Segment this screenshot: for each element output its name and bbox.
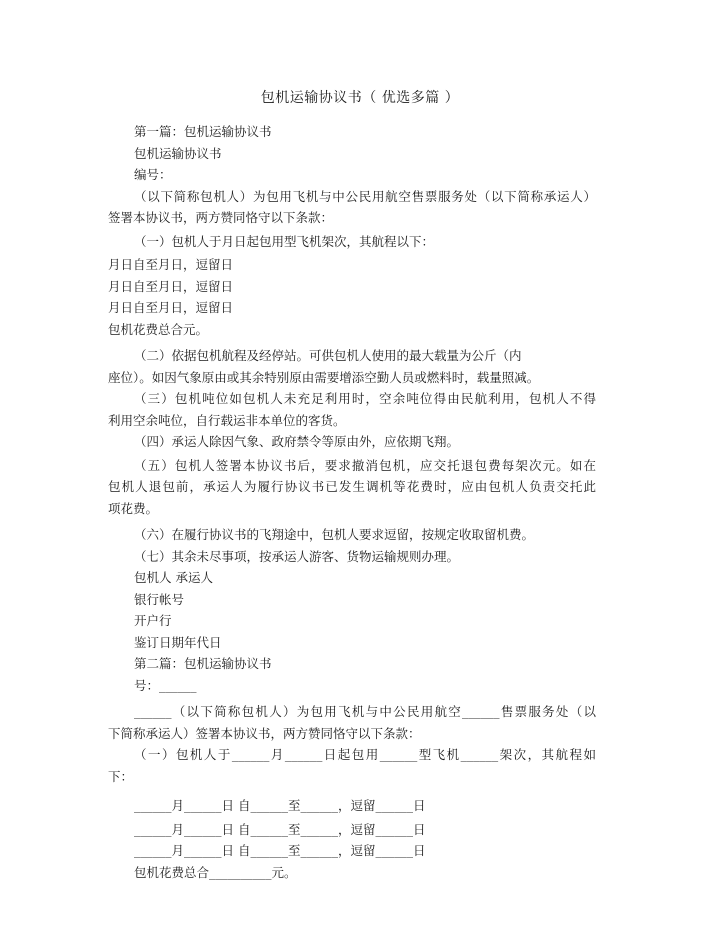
clause-6: （六）在履行协议书的飞翔途中，包机人要求逗留，按规定收取留机费。 (134, 527, 535, 542)
itinerary-blank-line: ______月______日 自______至______，逗留______日 (134, 798, 426, 813)
total-cost-line: 包机花费总合元。 (108, 321, 209, 337)
total-cost-blank-line: 包机花费总合__________元。 (134, 864, 297, 880)
serial-number-label: 编号： (134, 167, 172, 182)
section-heading-2: 第二篇：包机运输协议书 (134, 656, 272, 671)
document-body (108, 121, 596, 883)
serial-number-blank: 号：______ (134, 677, 197, 693)
clause-1: （一）包机人于月日起包用型飞机架次，其航程以下： (134, 233, 435, 249)
bank-account-label: 银行帐号 (134, 591, 185, 607)
itinerary-blank-line: ______月______日 自______至______，逗留______日 (134, 843, 426, 858)
clause-3: （三）包机吨位如包机人未充足利用时，空余吨位得由民航利用，包机人不得 (134, 391, 596, 406)
clause-5: （五）包机人签署本协议书后，要求撤消包机，应交托退包费每架次元。如在 (134, 457, 596, 473)
paragraph-line: 签署本协议书，两方赞同恪守以下条款： (108, 210, 334, 225)
paragraph-line: （以下简称包机人）为包用飞机与中公民用航空售票服务处（以下简称承运人） (134, 188, 596, 204)
itinerary-line: 月日自至月日，逗留日 (108, 300, 234, 315)
paragraph-line: 利用空余吨位，自行载运非本单位的客货。 (108, 412, 346, 428)
paragraph-line: 包机人退包前，承运人为履行协议书已发生调机等花费时，应由包机人负责交托此 (108, 479, 596, 494)
opening-bank-label: 开户行 (134, 613, 172, 628)
signing-date-label: 鉴订日期年代日 (134, 634, 222, 650)
clause-7: （七）其余未尽事项，按承运人游客、货物运输规则办理。 (134, 548, 460, 564)
paragraph-line: 下： (108, 768, 134, 784)
itinerary-line: 月日自至月日，逗留日 (108, 257, 234, 272)
signature-parties: 包机人 承运人 (134, 570, 213, 585)
itinerary-line: 月日自至月日，逗留日 (108, 278, 234, 294)
clause-2: （二）依据包机航程及经停站。可供包机人使用的最大载量为公斤（内 (134, 348, 522, 363)
paragraph-line: 项花费。 (108, 500, 159, 516)
clause-4: （四）承运人除因气象、政府禁令等原由外，应依期飞翔。 (134, 434, 460, 449)
itinerary-blank-line: ______月______日 自______至______，逗留______日 (134, 821, 426, 837)
paragraph-line: 座位）。如因气象原由或其余特别原由需要增添空勤人员或燃料时，载量照减。 (108, 369, 540, 385)
clause-1-blank: （一）包机人于______月______日起包用______型飞机______架次，其航程如 (134, 747, 596, 762)
paragraph-line: ______（以下简称包机人）为包用飞机与中公民用航空______售票服务处（以 (134, 704, 596, 719)
section-heading-1: 第一篇：包机运输协议书 (134, 124, 272, 139)
paragraph-line: 下简称承运人）签署本协议书，两方赞同恪守以下条款： (108, 725, 421, 741)
document-title: 包机运输协议书（ 优选多篇 ） (260, 90, 460, 106)
agreement-name: 包机运输协议书 (134, 145, 222, 161)
